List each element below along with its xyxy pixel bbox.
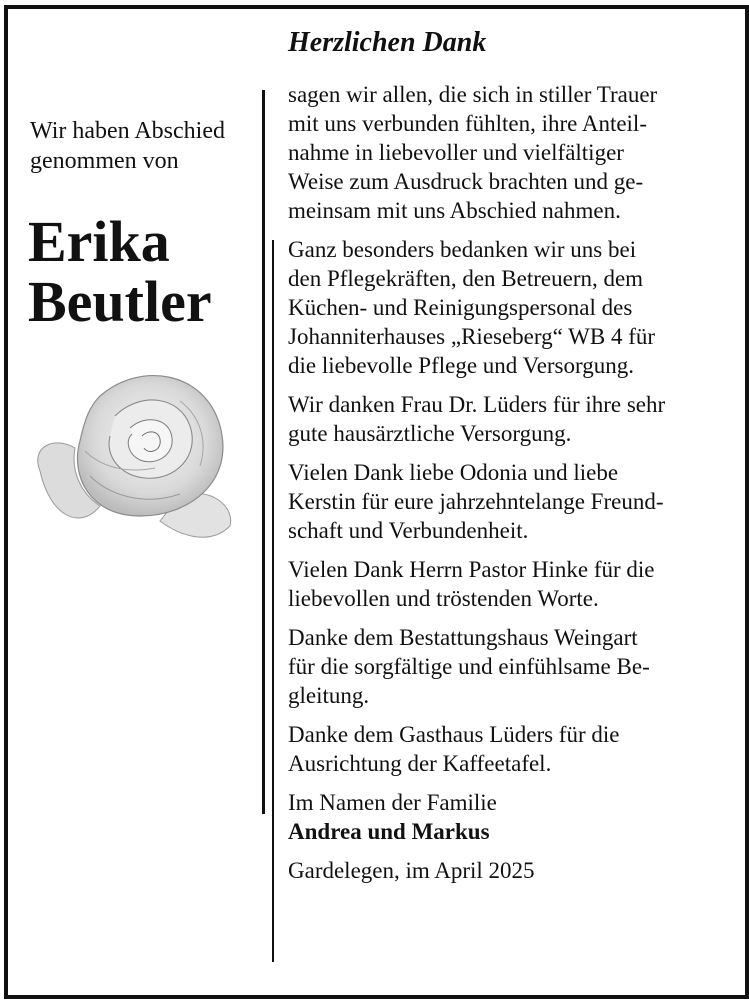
deceased-name	[28, 209, 212, 334]
closing-line: Im Namen der Familie	[288, 790, 497, 815]
intro-line-1: Wir haben Abschied	[30, 118, 225, 144]
paragraph-thanks-all: sagen wir allen, die sich in stiller Trauer mit uns verbunden fühlten, ihre Anteil- nahme in liebevoller und vielfältiger Weise zum Ausdruck brachten und ge- meinsam mit uns Abschied nahmen.	[288, 82, 658, 223]
paragraph-doctor: Wir danken Frau Dr. Lüders für ihre sehr gute hausärztliche Versorgung.	[288, 392, 666, 446]
rose-illustration-icon	[30, 356, 245, 546]
heading: Herzlichen Dank	[288, 27, 487, 58]
last-name: Beutler	[28, 269, 212, 334]
divider-line-upper	[262, 90, 265, 814]
signature-block	[288, 788, 716, 846]
paragraph-pastor: Vielen Dank Herrn Pastor Hinke für die liebevollen und tröstenden Worte.	[288, 557, 655, 611]
place-date: Gardelegen, im April 2025	[288, 858, 535, 883]
paragraph-friends: Vielen Dank liebe Odonia und liebe Kerstin für eure jahrzehntelange Freund- schaft und Verbundenheit.	[288, 460, 664, 543]
intro-text	[30, 116, 225, 176]
paragraph-restaurant: Danke dem Gasthaus Lüders für die Ausrichtung der Kaffeetafel.	[288, 722, 620, 776]
thanks-text	[288, 80, 716, 895]
paragraph-care-staff: Ganz besonders bedanken wir uns bei den Pflegekräften, den Betreuern, dem Küchen- und Reinigungspersonal des Johanniterhauses „Rieseberg“ WB 4 für die liebevolle Pflege und Versorgung.	[288, 237, 656, 378]
signatories: Andrea und Markus	[288, 819, 490, 844]
intro-line-2: genommen von	[30, 148, 179, 174]
first-name: Erika	[28, 209, 170, 274]
paragraph-funeral-home: Danke dem Bestattungshaus Weingart für die sorgfältige und einfühlsame Be- gleitung.	[288, 625, 650, 708]
divider-line-lower	[272, 240, 274, 962]
